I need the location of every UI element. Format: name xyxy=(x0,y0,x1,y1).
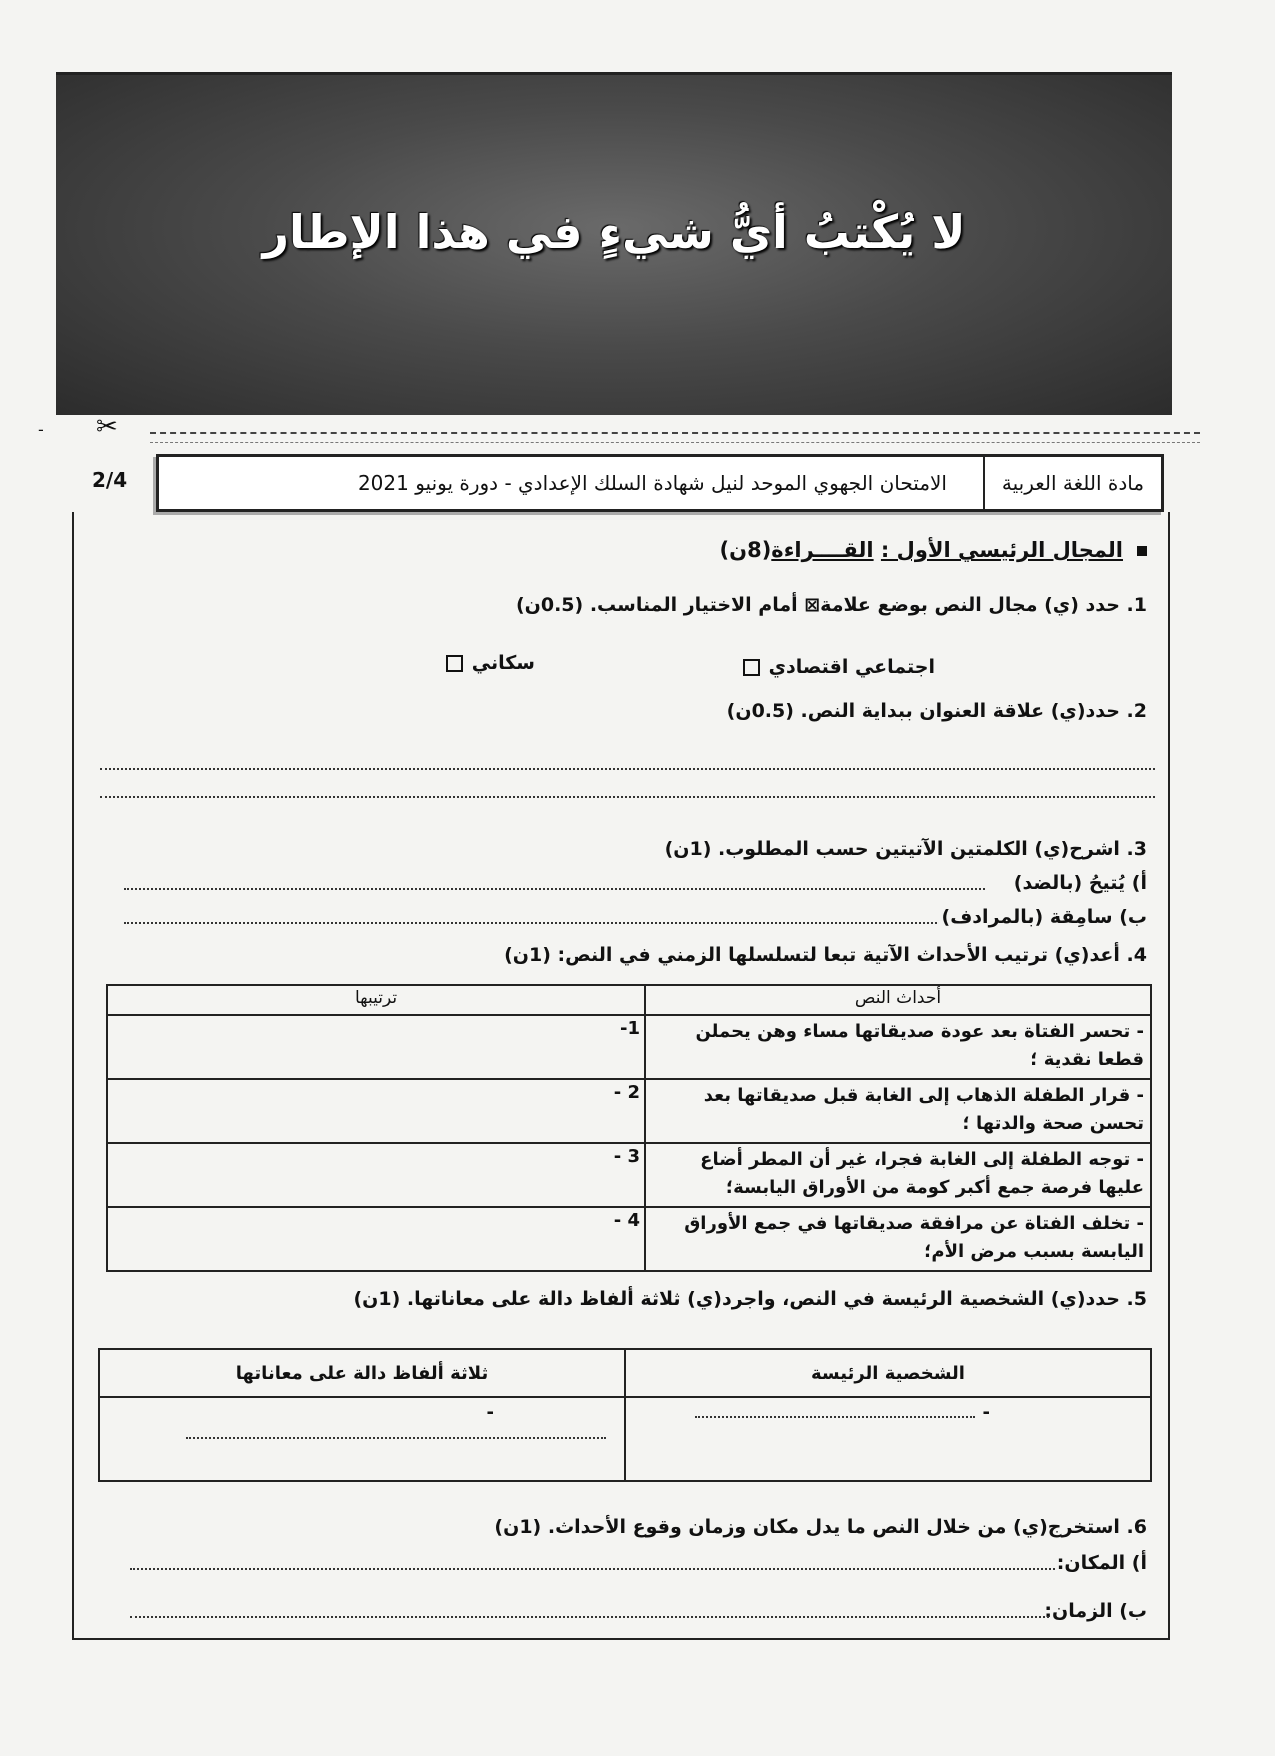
order-cell[interactable]: 2 - xyxy=(107,1079,645,1143)
option-demographic[interactable] xyxy=(444,652,535,674)
event-cell: - توجه الطفلة إلى الغابة فجرا، غير أن المطر أضاع عليها فرصة جمع أكبر كومة من الأوراق اليابسة؛ xyxy=(645,1143,1151,1207)
answer-line[interactable] xyxy=(124,922,937,924)
words-answer-cell[interactable] xyxy=(99,1397,625,1481)
question-3a: أ) يُتيحُ (بالضد) xyxy=(1013,872,1147,894)
question-1-text-a: 1. حدد (ي) مجال النص بوضع علامة xyxy=(820,594,1147,616)
section-points: (8ن) xyxy=(719,538,772,562)
answer-dots[interactable] xyxy=(695,1416,975,1418)
table-row xyxy=(107,1079,1151,1143)
question-1-text-b: أمام الاختيار المناسب. (0.5ن) xyxy=(515,594,798,616)
time-label: ب) الزمان: xyxy=(1044,1600,1147,1622)
question-1 xyxy=(516,594,1147,616)
event-cell: - تخلف الفتاة عن مرافقة صديقاتها في جمع الأوراق اليابسة بسبب مرض الأم؛ xyxy=(645,1207,1151,1271)
question-3b: ب) سامِقة (بالمرادف) xyxy=(941,906,1147,928)
question-3: 3. اشرح(ي) الكلمتين الآتيتين حسب المطلوب. (1ن) xyxy=(664,838,1147,860)
answer-line[interactable] xyxy=(124,888,985,890)
section-title xyxy=(720,538,1147,562)
answer-line[interactable] xyxy=(130,1568,1055,1570)
event-cell: - تحسر الفتاة بعد عودة صديقاتها مساء وهن يحملن قطعا نقدية ؛ xyxy=(645,1015,1151,1079)
exam-header xyxy=(156,454,1164,512)
table-row xyxy=(107,1207,1151,1271)
table-row xyxy=(107,1015,1151,1079)
subject-label: مادة اللغة العربية xyxy=(983,457,1161,509)
table-row xyxy=(107,1143,1151,1207)
answer-line[interactable] xyxy=(100,796,1155,798)
section-title-reading: القــــراءة xyxy=(771,538,874,562)
table-row xyxy=(99,1397,1151,1481)
events-table xyxy=(106,984,1152,1272)
column-character: الشخصية الرئيسة xyxy=(625,1349,1151,1397)
cut-line-secondary xyxy=(150,442,1200,443)
bullet-icon xyxy=(1137,546,1147,556)
scissors-icon: ✂ xyxy=(96,412,118,442)
checkbox-demographic[interactable] xyxy=(446,655,463,672)
cut-dash: - xyxy=(38,420,44,439)
question-5: 5. حدد(ي) الشخصية الرئيسة في النص، واجرد(ي) ثلاثة ألفاظ دالة على معاناتها. (1ن) xyxy=(353,1288,1147,1310)
option-demographic-label: سكاني xyxy=(471,652,535,674)
question-4: 4. أعد(ي) ترتيب الأحداث الآتية تبعا لتسلسلها الزمني في النص: (1ن) xyxy=(504,944,1147,966)
answer-line[interactable] xyxy=(130,1616,1049,1618)
table-header-row xyxy=(99,1349,1151,1397)
order-cell[interactable]: 4 - xyxy=(107,1207,645,1271)
table-header-row xyxy=(107,985,1151,1015)
exam-title: الامتحان الجهوي الموحد لنيل شهادة السلك الإعدادي - دورة يونيو 2021 xyxy=(357,471,947,495)
section-title-main: المجال الرئيسي الأول : xyxy=(880,538,1123,562)
column-events: أحداث النص xyxy=(645,985,1151,1015)
column-words: ثلاثة ألفاظ دالة على معاناتها xyxy=(99,1349,625,1397)
order-cell[interactable]: 1- xyxy=(107,1015,645,1079)
page-number: 2/4 xyxy=(92,468,128,492)
question-2: 2. حدد(ي) علاقة العنوان ببداية النص. (0.5ن) xyxy=(726,700,1147,722)
order-cell[interactable]: 3 - xyxy=(107,1143,645,1207)
no-write-banner xyxy=(56,72,1172,415)
character-answer-cell[interactable] xyxy=(625,1397,1151,1481)
option-social-economic-label: اجتماعي اقتصادي xyxy=(768,656,935,678)
option-social-economic[interactable] xyxy=(741,656,935,678)
place-label: أ) المكان: xyxy=(1056,1552,1147,1574)
character-table xyxy=(98,1348,1152,1482)
checked-box-icon: ⊠ xyxy=(804,594,821,616)
question-6: 6. استخرج(ي) من خلال النص ما يدل مكان وزمان وقوع الأحداث. (1ن) xyxy=(494,1516,1147,1538)
answer-line[interactable] xyxy=(100,768,1155,770)
checkbox-social-economic[interactable] xyxy=(743,659,760,676)
event-cell: - قرار الطفلة الذهاب إلى الغابة قبل صديقاتها بعد تحسن صحة والدتها ؛ xyxy=(645,1079,1151,1143)
cell-prefix: - xyxy=(486,1402,494,1423)
answer-dots[interactable] xyxy=(186,1437,606,1439)
cell-prefix: - xyxy=(982,1402,990,1423)
column-order: ترتيبها xyxy=(107,985,645,1015)
banner-title: لا يُكْتبُ أيُّ شيءٍ في هذا الإطار xyxy=(262,205,966,259)
cut-line xyxy=(150,432,1200,434)
